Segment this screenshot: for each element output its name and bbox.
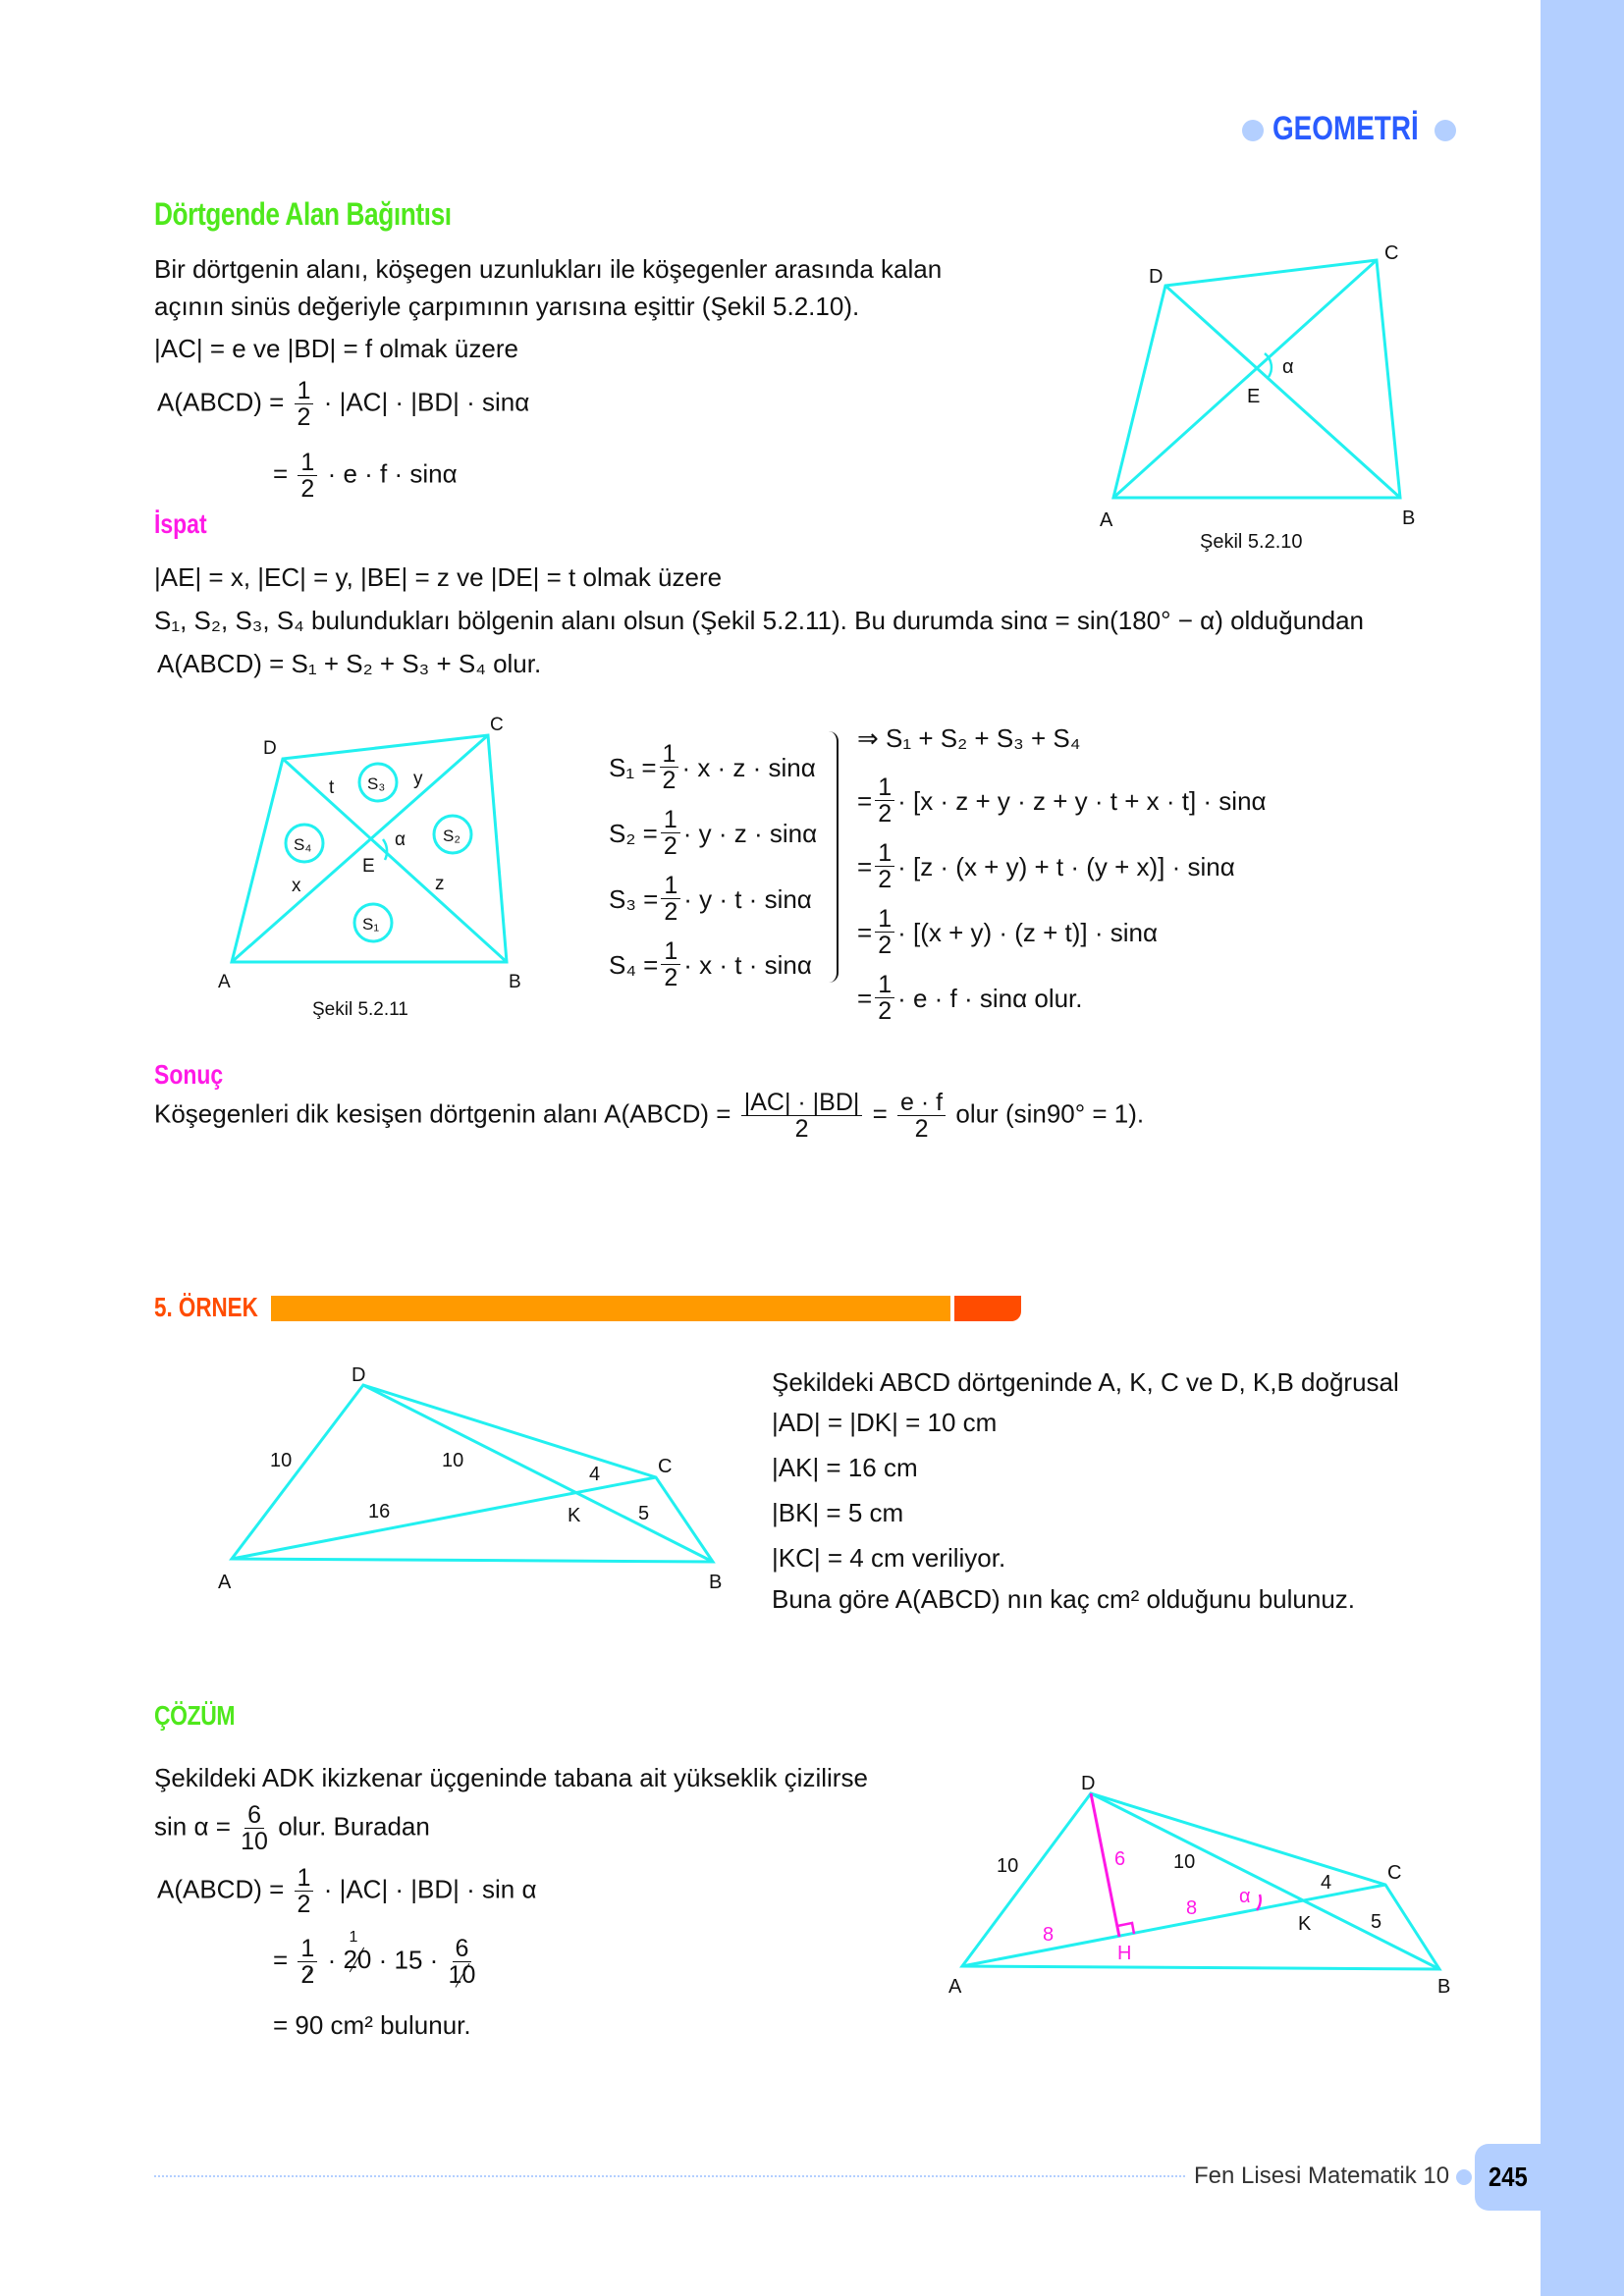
equation-row [609, 800, 817, 866]
region-label: S₁ [362, 915, 380, 934]
numerator: 1 [295, 378, 314, 404]
equation-row [609, 734, 817, 800]
numerator: 6 [244, 1802, 264, 1829]
cancelled-denominator: 2 [300, 1961, 315, 1989]
cancelled-denominator: 10 [448, 1961, 476, 1989]
example-line: Şekildeki ABCD dörtgeninde A, K, C ve D, K,B doğrusal [772, 1367, 1399, 1397]
segment-label: 10 [442, 1450, 464, 1471]
fraction [661, 873, 680, 925]
segment-label: 6 [1114, 1848, 1126, 1870]
numerator: 6 [453, 1936, 472, 1962]
footer-rule [154, 2175, 1185, 2177]
example-bar-end [954, 1296, 1021, 1321]
proof-line: |AE| = x, |EC| = y, |BE| = z ve |DE| = t olmak üzere [154, 562, 723, 592]
region-label: S₄ [294, 835, 312, 854]
segment-label: 4 [589, 1464, 601, 1485]
right-equations [857, 768, 1267, 1031]
result-text: Köşegenleri dik kesişen dörtgenin alanı A(ABCD) = [154, 1098, 731, 1129]
solution-eq3: = 90 cm² bulunur. [273, 2010, 471, 2040]
segment-label: 10 [270, 1450, 293, 1471]
denominator: 2 [664, 898, 678, 926]
angle-label: α [1282, 356, 1294, 378]
vertex-label: A [948, 1976, 962, 1998]
denominator: 2 [662, 767, 677, 794]
book-title: Fen Lisesi Matematik 10 [1194, 2163, 1450, 2189]
solution-title: ÇÖZÜM [154, 1700, 236, 1731]
example-title: 5. ÖRNEK [154, 1292, 258, 1322]
fraction [661, 807, 680, 859]
page-number: 245 [1489, 2162, 1528, 2192]
fraction [897, 1090, 946, 1142]
eq-rhs: olur. Buradan [278, 1811, 430, 1842]
eq-rhs: · |AC| · |BD| · sin α [323, 1874, 537, 1904]
figure-5-2-10-shape [1113, 260, 1400, 498]
segment-label: x [292, 876, 301, 896]
vertex-label: B [1437, 1976, 1451, 1998]
denominator: 10 [241, 1828, 268, 1855]
denominator: 2 [878, 800, 893, 828]
equation-row [857, 899, 1267, 965]
example-line: Buna göre A(ABCD) nın kaç cm² olduğunu bulunuz. [772, 1584, 1356, 1614]
fraction [295, 1865, 314, 1917]
eq-lhs: = [857, 983, 873, 1013]
fraction [449, 1936, 476, 1988]
eq-rhs: · [z · (x + y) + t · (y + x)] · sinα [897, 851, 1235, 881]
eq-rhs: · y · z · sinα [682, 818, 818, 848]
example-line: |BK| = 5 cm [772, 1498, 904, 1527]
brace [823, 731, 839, 983]
fraction [298, 1936, 317, 1988]
eq-lhs: S₂ = [609, 818, 658, 848]
numerator: 1 [661, 938, 680, 965]
equals: = [872, 1098, 888, 1129]
vertex-label: D [352, 1364, 366, 1386]
vertex-label: C [1387, 1862, 1402, 1884]
segment-label: 10 [1173, 1851, 1196, 1873]
eq-rhs: · e · f · sinα olur. [897, 983, 1083, 1013]
numerator: 1 [875, 906, 894, 933]
eq-mid: · 15 · [378, 1945, 439, 1975]
denominator: 2 [297, 403, 311, 431]
proof-title: İspat [154, 508, 207, 539]
segment-label: 16 [368, 1501, 391, 1522]
result-title: Sonuç [154, 1059, 224, 1090]
example-line: |AD| = |DK| = 10 cm [772, 1408, 998, 1437]
figure-caption: Şekil 5.2.10 [1200, 531, 1303, 553]
denominator: 2 [878, 997, 893, 1025]
region-label: S₃ [367, 774, 386, 793]
vertex-label: E [1247, 386, 1261, 407]
vertex-label: D [263, 738, 277, 759]
proof-line: A(ABCD) = S₁ + S₂ + S₃ + S₄ olur. [157, 649, 542, 678]
result-tail: olur (sin90° = 1). [955, 1098, 1145, 1129]
segment-label: 5 [1371, 1911, 1382, 1933]
segment-label: z [435, 874, 445, 894]
eq-rhs: · [(x + y) · (z + t)] · sinα [897, 917, 1159, 947]
segment-label: t [329, 777, 335, 798]
example-line: |KC| = 4 cm veriliyor. [772, 1543, 1006, 1573]
denominator: 2 [663, 832, 677, 860]
solution-sin [154, 1802, 430, 1854]
vertex-label: B [1402, 507, 1416, 529]
solution-eq2 [273, 1929, 478, 1989]
footer-book [1194, 2163, 1472, 2190]
numerator: 1 [295, 1865, 314, 1892]
eq-lhs: S₄ = [609, 949, 659, 980]
fraction [661, 938, 680, 990]
numerator: 1 [875, 774, 894, 801]
vertex-label: D [1081, 1773, 1096, 1794]
fraction [660, 741, 679, 793]
eq-rhs: · y · t · sinα [683, 883, 812, 914]
eq-rhs: · x · t · sinα [683, 949, 812, 980]
equation-row [857, 965, 1267, 1031]
eq-lhs: S₁ = [609, 752, 657, 782]
segment-label: 10 [997, 1855, 1019, 1877]
right-first: ⇒ S₁ + S₂ + S₃ + S₄ [857, 723, 1081, 753]
left-equations [609, 734, 817, 997]
eq-lhs: A(ABCD) = [157, 1874, 285, 1904]
intro-line: Bir dörtgenin alanı, köşegen uzunlukları ile köşegenler arasında kalan [154, 254, 943, 284]
denominator: 2 [297, 1891, 311, 1918]
formula-rhs: · |AC| · |BD| · sinα [323, 387, 530, 417]
vertex-label: C [490, 715, 504, 735]
numerator: 1 [661, 807, 680, 833]
eq-lhs: = [857, 917, 873, 947]
vertex-label: A [218, 972, 231, 992]
segment-label: 4 [1321, 1872, 1332, 1894]
page-tab [1475, 2144, 1563, 2211]
numerator: 1 [875, 840, 894, 867]
fraction [875, 972, 894, 1024]
numerator: 1 [298, 450, 317, 476]
eq-lhs: = [857, 785, 873, 816]
example-bar [271, 1296, 950, 1321]
denominator: 2 [300, 475, 315, 503]
fraction [241, 1802, 268, 1854]
segment-label: 8 [1043, 1924, 1055, 1946]
segment-label: 8 [1186, 1897, 1198, 1919]
foot-label: H [1117, 1943, 1132, 1964]
vertex-label: C [658, 1456, 673, 1477]
numerator: |AC| · |BD| [741, 1090, 863, 1116]
formula-rhs: · e · f · sinα [327, 458, 458, 489]
dot: · [327, 1945, 337, 1975]
vertex-label: C [1384, 242, 1399, 264]
eq-rhs: · x · z · sinα [681, 752, 816, 782]
region-label: S₂ [443, 827, 460, 845]
intro-line: açının sinüs değeriyle çarpımının yarısına eşittir (Şekil 5.2.10). [154, 292, 860, 321]
denominator: 2 [794, 1115, 809, 1143]
equation-row [609, 866, 817, 932]
numerator: e · f [897, 1090, 946, 1116]
solution-line: Şekildeki ADK ikizkenar üçgeninde tabana ait yükseklik çizilirse [154, 1763, 868, 1792]
eq-lhs: S₃ = [609, 883, 659, 914]
segment-label: y [413, 769, 423, 789]
result-line [154, 1090, 1144, 1142]
vertex-label: A [1100, 509, 1113, 531]
figure-caption: Şekil 5.2.11 [312, 999, 408, 1020]
fraction [741, 1090, 863, 1142]
numerator: 1 [661, 873, 680, 899]
fraction [875, 840, 894, 892]
numerator: 1 [875, 972, 894, 998]
segment-label: 5 [638, 1503, 650, 1524]
example-line: |AK| = 16 cm [772, 1453, 918, 1482]
denominator: 2 [664, 964, 678, 991]
vertex-label: E [362, 856, 375, 877]
proof-line: S₁, S₂, S₃, S₄ bulundukları bölgenin alanı olsun (Şekil 5.2.11). Bu durumda sinα = sin(180° − α) olduğundan [154, 606, 1364, 635]
cancel-result: 1 [349, 1929, 358, 1947]
vertex-label: D [1149, 266, 1164, 288]
bullet-icon [1456, 2169, 1472, 2185]
numerator: 1 [298, 1936, 317, 1962]
formula-lhs: = [273, 458, 289, 489]
vertex-label: A [218, 1572, 232, 1593]
vertex-label: B [509, 972, 521, 992]
fraction [875, 774, 894, 827]
equation-row [857, 833, 1267, 899]
vertex-label: K [568, 1505, 581, 1526]
given-text: |AC| = e ve |BD| = f olmak üzere [154, 334, 518, 363]
solution-figure-shape [962, 1793, 1439, 1969]
eq-lhs: = [273, 1945, 289, 1975]
vertex-label: B [709, 1572, 723, 1593]
angle-label: α [1239, 1886, 1251, 1907]
solution-eq1 [157, 1865, 537, 1917]
equation-row [857, 768, 1267, 833]
numerator: 1 [660, 741, 679, 768]
denominator: 2 [914, 1115, 929, 1143]
cancelled-factor [343, 1929, 372, 1975]
example-figure-shape [232, 1385, 713, 1562]
eq-rhs: · [x · z + y · z + y · t + x · t] · sinα [897, 785, 1267, 816]
equation-row [609, 932, 817, 997]
denominator: 2 [878, 866, 893, 893]
section-title: Dörtgende Alan Bağıntısı [154, 196, 452, 232]
vertex-label: K [1298, 1913, 1312, 1935]
fraction [875, 906, 894, 958]
angle-label: α [395, 829, 406, 850]
formula-lhs: A(ABCD) = [157, 387, 285, 417]
example-text [772, 1364, 1399, 1618]
eq-lhs: sin α = [154, 1811, 231, 1842]
subject-label: GEOMETRİ [1272, 110, 1420, 147]
eq-lhs: = [857, 851, 873, 881]
cancelled-value: 20 [343, 1945, 372, 1975]
denominator: 2 [878, 932, 893, 959]
